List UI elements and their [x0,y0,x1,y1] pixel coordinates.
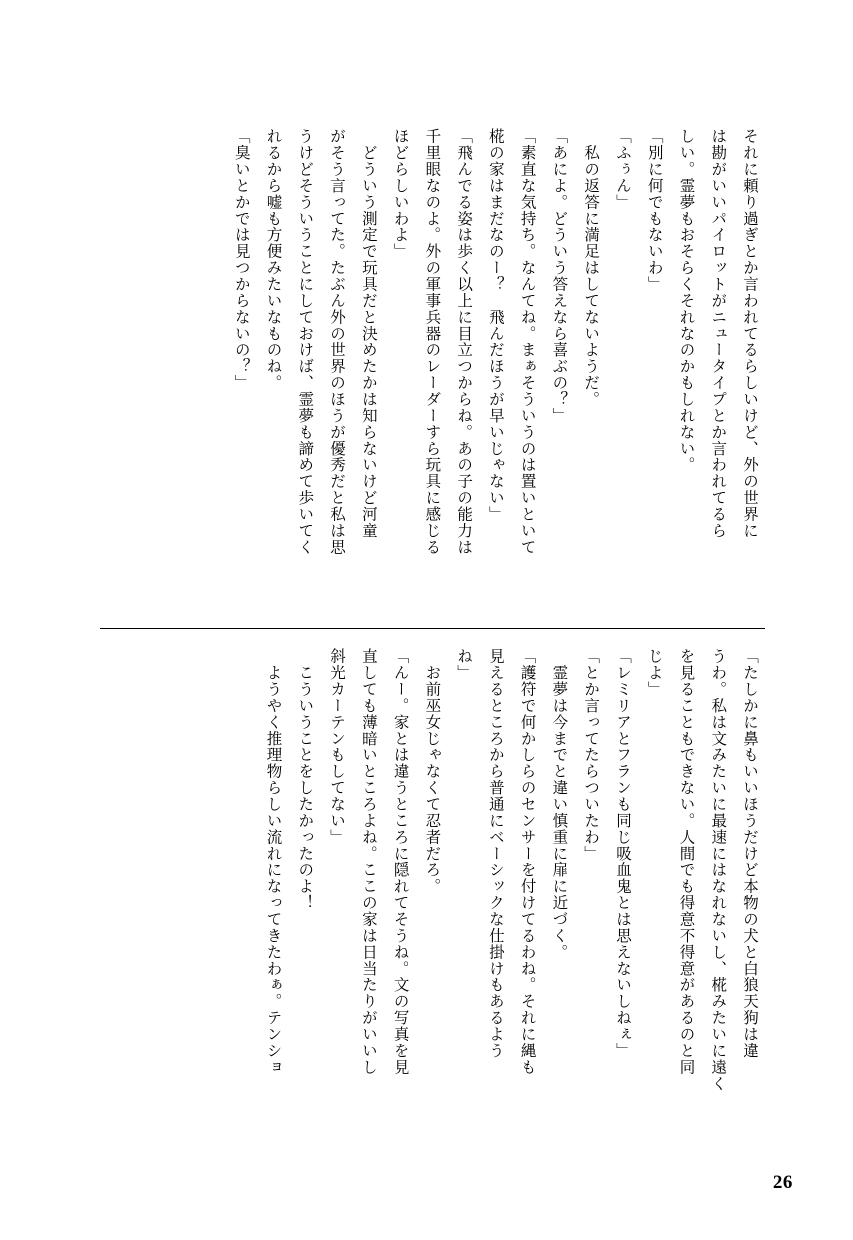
text-line: しい。霊夢もおそらくそれなのかもしれない。 [677,128,696,474]
text-line: 見えるところから普通にベーシックな仕掛けもあるよう [486,648,505,1059]
text-line: 「飛んでる姿は歩く以上に目立つからね。あの子の能力は [455,128,474,556]
text-block-lower [105,648,765,1148]
text-line: がそう言ってた。たぶん外の世界のほうが優秀だと私は思 [328,128,347,556]
text-line: ほどらしいわよ」 [391,128,410,260]
text-line: 「んー。家とは違うところに隠れてそうね。文の写真を見 [391,648,410,1076]
text-line: ね」 [455,648,474,681]
text-line: 斜光カーテンもしてない」 [328,648,347,846]
text-line: 「素直な気持ち。なんてね。まぁそういうのは置いといて [518,128,537,556]
text-line: 「あによ。どういう答えなら喜ぶの？」 [550,128,569,424]
text-line: は勘がいいパイロットがニュータイプとか言われてるら [709,128,728,539]
text-line: 千里眼なのよ。外の軍事兵器のレーダーすら玩具に感じる [423,128,442,556]
text-line: 「たしかに鼻もいいほうだけど本物の犬と白狼天狗は違 [741,648,759,1059]
text-line: 直しても薄暗いところよね。ここの家は日当たりがいいし [359,648,378,1076]
text-line: 椛の家はまだなのー？ 飛んだほうが早いじゃない」 [486,128,505,523]
text-line: じよ」 [645,648,664,698]
text-line: 「臭いとかでは見つからないの？」 [232,128,251,391]
text-line: を見ることもできない。人間でも得意不得意があるのと同 [677,648,696,1076]
text-line: うけどそういうことにしておけば、霊夢も諦めて歩いてく [296,128,315,556]
text-line: ようやく推理物らしい流れになってきたわぁ。テンショ [264,648,283,1076]
text-line: 「レミリアとフランも同じ吸血鬼とは思えないしねぇ」 [613,648,632,1059]
text-line: れるから嘘も方便みたいなものね。 [264,128,283,391]
text-line: 「とか言ってたらついたわ」 [582,648,601,862]
text-line: 「護符で何かしらのセンサーを付けてるわね。それに縄も [518,648,537,1076]
text-line: 「別に何でもないわ」 [645,128,664,293]
text-line: 霊夢は今までと違い慎重に扉に近づく。 [550,648,569,961]
text-line: お前巫女じゃなくて忍者だろ。 [423,648,442,895]
text-line: 「ふぅん」 [613,128,632,211]
page-number: 26 [772,1172,793,1193]
text-line: こういうことをしたかったのよ！ [296,648,315,911]
text-line: うわ。私は文みたいに最速にはなれないし、椛みたいに遠く [709,648,728,1092]
text-line: 私の返答に満足はしてないようだ。 [582,128,601,408]
text-block-upper [105,128,765,608]
text-line: どういう測定で玩具だと決めたかは知らないけど河童 [359,128,378,539]
text-line: それに頼り過ぎとか言われてるらしいけど、外の世界に [741,128,759,539]
section-divider-rule [100,628,765,629]
